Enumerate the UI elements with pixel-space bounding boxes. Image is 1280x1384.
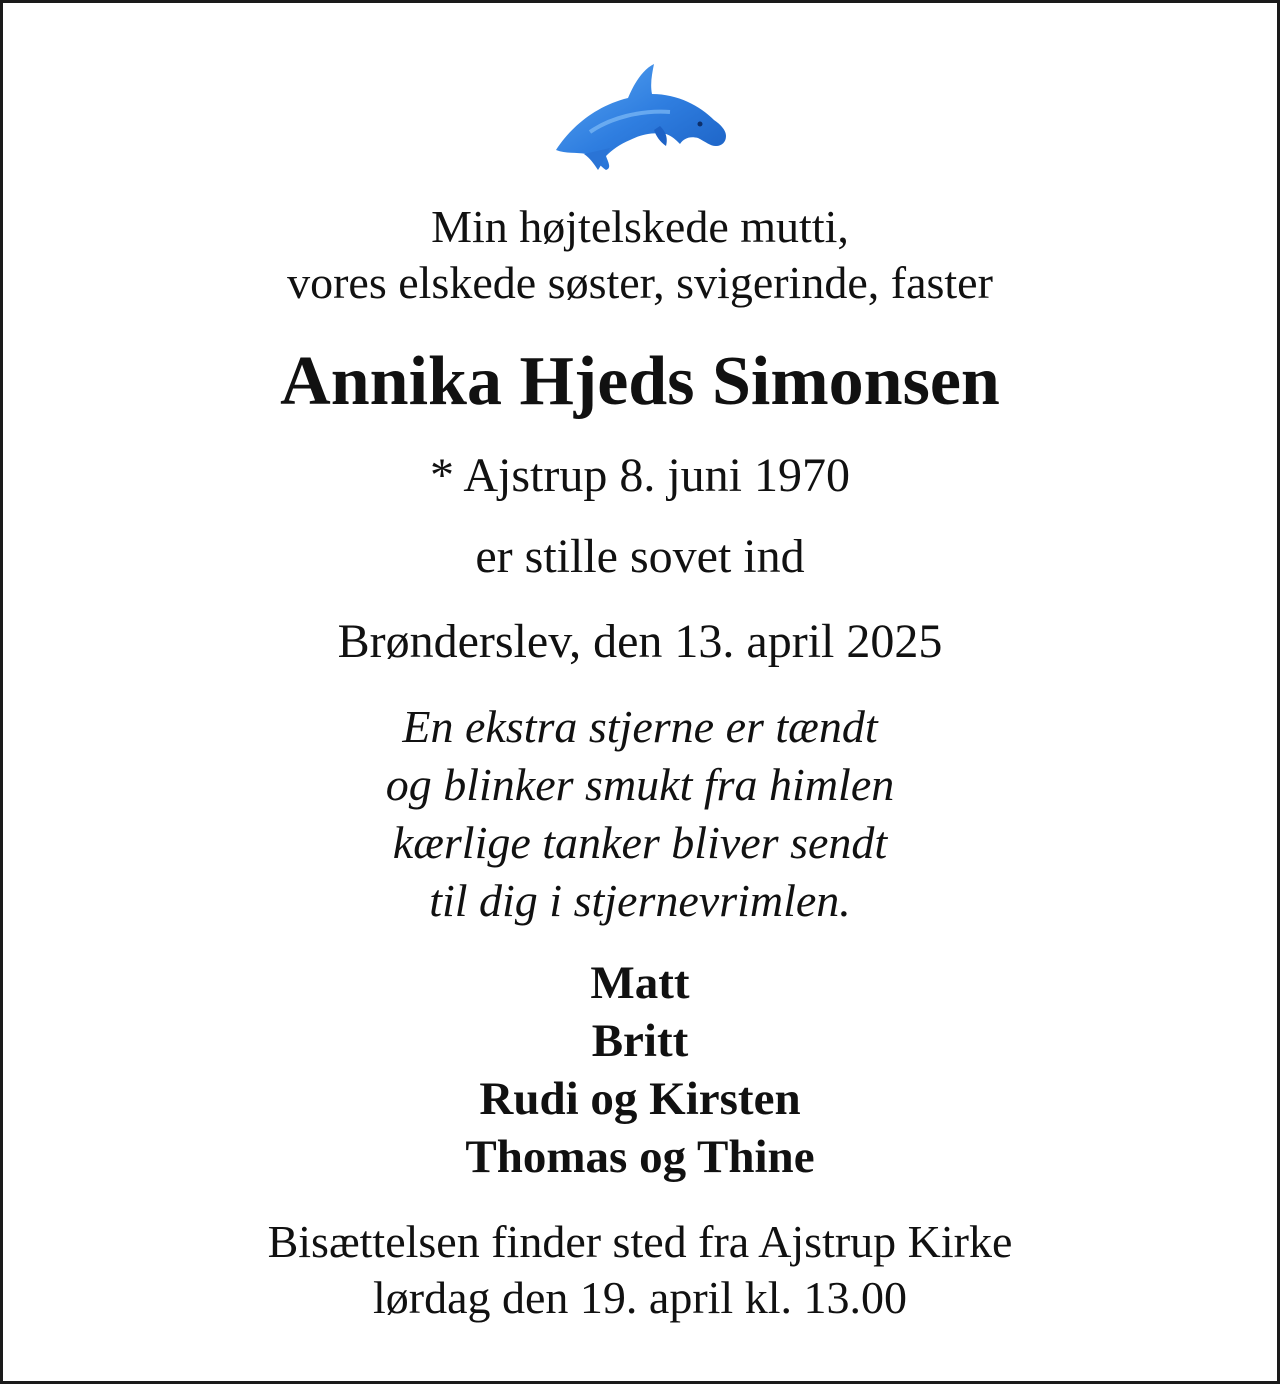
intro-line-2: vores elskede søster, svigerinde, faster	[287, 257, 993, 308]
place-date-line: Brønderslev, den 13. april 2025	[337, 615, 943, 668]
verse-line-4: til dig i stjernevrimlen.	[429, 875, 851, 926]
family-member-2: Britt	[591, 1015, 689, 1067]
funeral-line-2: lørdag den 19. april kl. 13.00	[372, 1272, 907, 1323]
family-member-4: Thomas og Thine	[465, 1131, 815, 1183]
family-member-3: Rudi og Kirsten	[479, 1073, 801, 1125]
verse-line-3: kærlige tanker bliver sendt	[392, 817, 888, 868]
deceased-name: Annika Hjeds Simonsen	[280, 343, 1000, 420]
birth-line: * Ajstrup 8. juni 1970	[429, 449, 851, 502]
dolphin-icon	[550, 58, 732, 173]
family-member-1: Matt	[590, 957, 690, 1009]
intro-line-1: Min højtelskede mutti,	[431, 201, 849, 252]
funeral-line-1: Bisættelsen finder sted fra Ajstrup Kirke	[267, 1216, 1013, 1267]
verse-line-2: og blinker smukt fra himlen	[385, 759, 895, 810]
verse-line-1: En ekstra stjerne er tændt	[402, 701, 878, 752]
passing-line: er stille sovet ind	[475, 530, 805, 583]
